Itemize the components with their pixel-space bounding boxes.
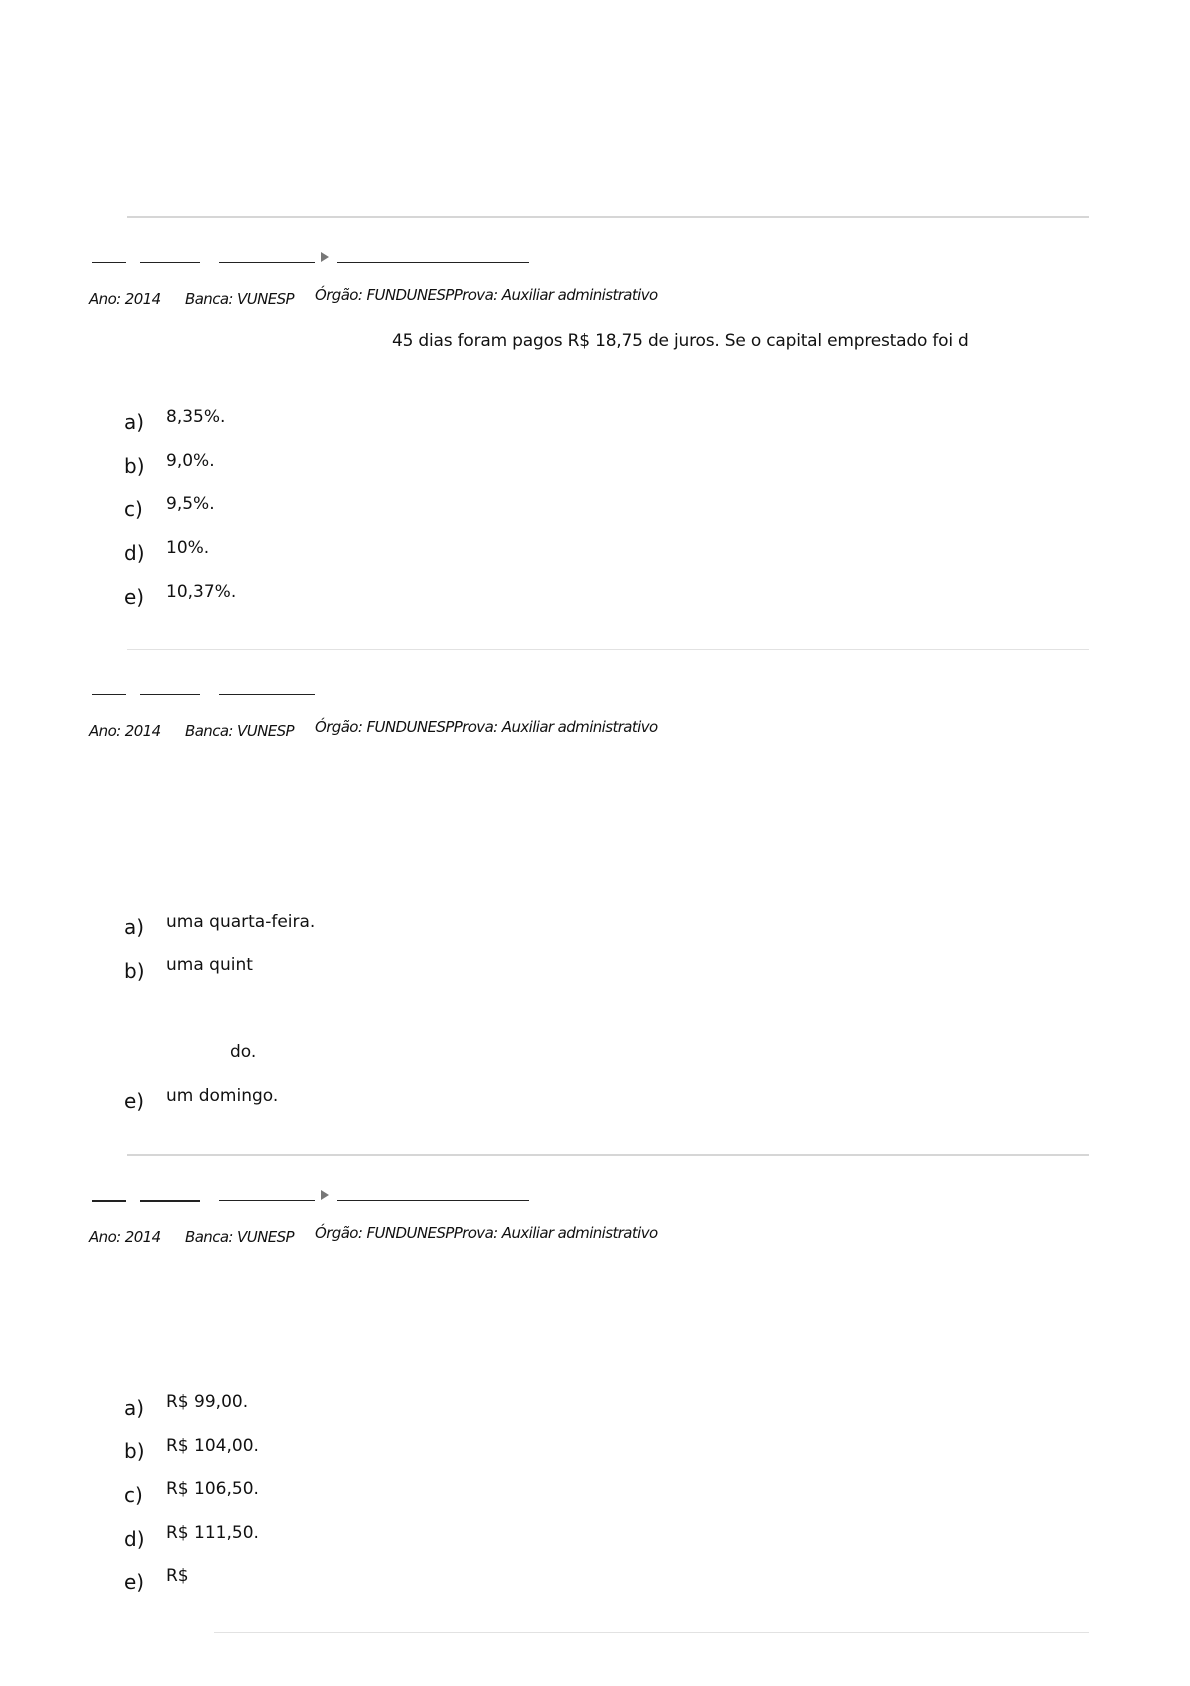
nav-link-1[interactable] xyxy=(92,262,126,263)
nav-link-3[interactable] xyxy=(219,1200,315,1201)
option-text: 10%. xyxy=(166,538,210,558)
divider xyxy=(127,649,1089,650)
nav-link-3[interactable] xyxy=(219,694,315,695)
question-2-organ-exam: Órgão: FUNDUNESPProva: Auxiliar administrativo xyxy=(315,718,658,736)
option-letter: e) xyxy=(124,1570,145,1594)
option-text: do. xyxy=(230,1042,257,1062)
option-letter: a) xyxy=(124,1396,145,1420)
option-text: 9,5%. xyxy=(166,494,215,514)
question-3-year: Ano: 2014 xyxy=(89,1228,161,1246)
nav-link-1[interactable] xyxy=(92,1200,126,1202)
divider-top xyxy=(127,216,1089,218)
play-arrow-icon[interactable] xyxy=(321,1190,329,1200)
question-2-board: Banca: VUNESP xyxy=(185,722,294,740)
option-text: uma quarta-feira. xyxy=(166,912,316,932)
option-letter: c) xyxy=(124,1483,143,1507)
option-letter: a) xyxy=(124,915,145,939)
question-1-organ-exam: Órgão: FUNDUNESPProva: Auxiliar administrativo xyxy=(315,286,658,304)
option-letter: d) xyxy=(124,1527,145,1551)
option-text: R$ 99,00. xyxy=(166,1392,249,1412)
question-2-year: Ano: 2014 xyxy=(89,722,161,740)
divider xyxy=(127,1154,1089,1156)
nav-link-4[interactable] xyxy=(337,1200,529,1201)
option-text: R$ xyxy=(166,1566,189,1586)
option-letter: b) xyxy=(124,1439,145,1463)
nav-link-2[interactable] xyxy=(140,1200,200,1202)
nav-link-3[interactable] xyxy=(219,262,315,263)
option-text: R$ 106,50. xyxy=(166,1479,259,1499)
option-letter: b) xyxy=(124,454,145,478)
divider-bottom xyxy=(214,1632,1089,1633)
question-3-board: Banca: VUNESP xyxy=(185,1228,294,1246)
nav-link-2[interactable] xyxy=(140,694,200,695)
option-text: R$ 111,50. xyxy=(166,1523,259,1543)
nav-link-1[interactable] xyxy=(92,694,126,695)
option-text: um domingo. xyxy=(166,1086,279,1106)
option-letter: c) xyxy=(124,497,143,521)
question-1-statement: 45 dias foram pagos R$ 18,75 de juros. Se o capital emprestado foi d xyxy=(392,331,969,351)
option-letter: a) xyxy=(124,410,145,434)
option-letter: e) xyxy=(124,585,145,609)
option-text: 8,35%. xyxy=(166,407,226,427)
option-text: uma quint xyxy=(166,955,253,975)
nav-link-2[interactable] xyxy=(140,262,200,263)
option-text: R$ 104,00. xyxy=(166,1436,259,1456)
option-letter: d) xyxy=(124,541,145,565)
play-arrow-icon[interactable] xyxy=(321,252,329,262)
option-text: 10,37%. xyxy=(166,582,237,602)
option-letter: e) xyxy=(124,1089,145,1113)
question-3-organ-exam: Órgão: FUNDUNESPProva: Auxiliar administrativo xyxy=(315,1224,658,1242)
nav-link-4[interactable] xyxy=(337,262,529,263)
option-letter: b) xyxy=(124,959,145,983)
option-text: 9,0%. xyxy=(166,451,215,471)
question-1-board: Banca: VUNESP xyxy=(185,290,294,308)
question-1-year: Ano: 2014 xyxy=(89,290,161,308)
